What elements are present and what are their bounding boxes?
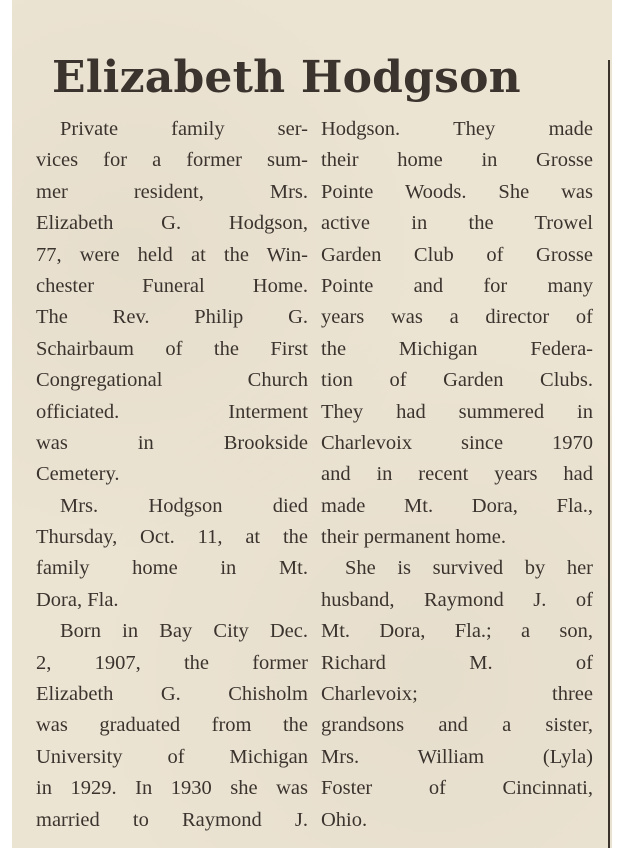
column-rule: [608, 60, 610, 848]
text-line: Pointe Woods. She was: [321, 180, 593, 203]
text-line: Mt. Dora, Fla.; a son,: [321, 620, 593, 643]
text-line: Dora, Fla.: [36, 588, 119, 611]
text-line: Pointe and for many: [321, 274, 593, 297]
text-line: mer resident, Mrs.: [36, 180, 308, 203]
obituary-headline: Elizabeth Hodgson: [52, 52, 521, 103]
text-line: Hodgson. They made: [321, 118, 593, 140]
text-line: married to Raymond J.: [36, 808, 308, 831]
newspaper-clipping: [12, 0, 612, 848]
text-line: Mrs. Hodgson died: [60, 494, 308, 517]
text-line: years was a director of: [321, 306, 593, 329]
text-line: Born in Bay City Dec.: [60, 620, 308, 643]
text-line: their home in Grosse: [321, 149, 593, 172]
left-text-column: [36, 114, 308, 836]
text-line: family home in Mt.: [36, 557, 308, 580]
text-line: tion of Garden Clubs.: [321, 369, 593, 392]
text-line: Mrs. William (Lyla): [321, 745, 593, 768]
text-line: active in the Trowel: [321, 212, 593, 235]
text-line: grandsons and a sister,: [321, 714, 593, 737]
text-line: was graduated from the: [36, 714, 308, 737]
text-line: and in recent years had: [321, 463, 593, 486]
text-line: was in Brookside: [36, 431, 308, 454]
text-line: Congregational Church: [36, 369, 308, 392]
text-line: husband, Raymond J. of: [321, 588, 593, 611]
text-line: officiated. Interment: [36, 400, 308, 423]
text-line: They had summered in: [321, 400, 593, 423]
text-line: chester Funeral Home.: [36, 274, 308, 297]
text-line: Richard M. of: [321, 651, 593, 674]
text-line: Charlevoix since 1970: [321, 431, 593, 454]
text-line: Schairbaum of the First: [36, 337, 308, 360]
text-line: made Mt. Dora, Fla.,: [321, 494, 593, 517]
text-line: She is survived by her: [345, 557, 593, 580]
text-line: Cemetery.: [36, 463, 120, 486]
text-line: the Michigan Federa-: [321, 337, 593, 360]
text-line: Foster of Cincinnati,: [321, 777, 593, 800]
text-line: Ohio.: [321, 808, 368, 831]
text-line: vices for a former sum-: [36, 149, 308, 172]
text-line: Private family ser-: [60, 118, 308, 140]
text-line: Charlevoix; three: [321, 683, 593, 706]
text-line: University of Michigan: [36, 745, 308, 768]
text-line: Thursday, Oct. 11, at the: [36, 526, 308, 549]
text-line: 77, were held at the Win-: [36, 243, 308, 266]
text-line: Elizabeth G. Hodgson,: [36, 212, 308, 235]
text-line: Garden Club of Grosse: [321, 243, 593, 266]
text-line: The Rev. Philip G.: [36, 306, 308, 329]
right-text-column: [321, 114, 593, 836]
text-line: Elizabeth G. Chisholm: [36, 683, 308, 706]
text-line: in 1929. In 1930 she was: [36, 777, 308, 800]
text-line: 2, 1907, the former: [36, 651, 308, 674]
text-line: their permanent home.: [321, 526, 507, 549]
